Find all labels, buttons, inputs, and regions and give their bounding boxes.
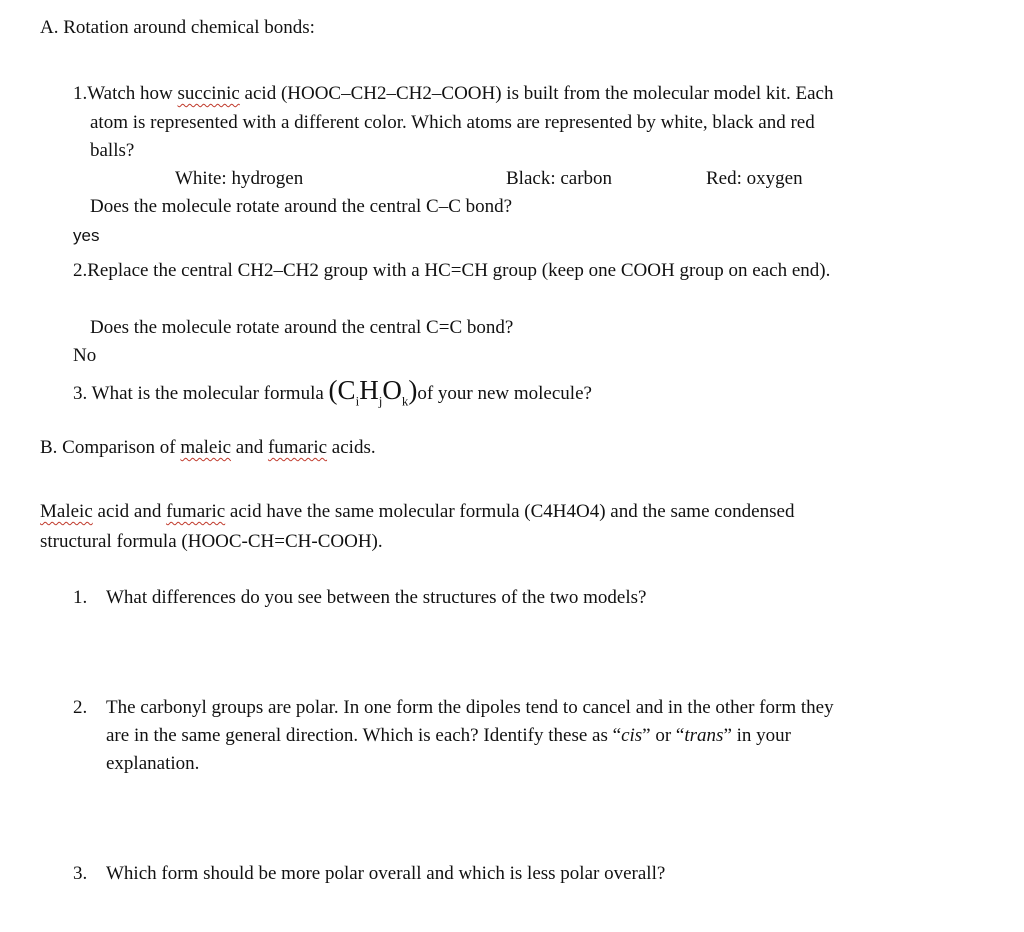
section-b-heading-mid: and [231, 437, 268, 458]
b-question-3 [73, 860, 665, 888]
q1-line1 [73, 80, 833, 108]
b-question-1 [73, 584, 646, 612]
intro-fumaric-word: fumaric [166, 501, 226, 522]
fumaric-word: fumaric [267, 437, 328, 458]
b-question-2-line2-post: ” in your [723, 725, 791, 746]
section-b-heading [40, 434, 376, 462]
formula-open: ( [328, 375, 338, 405]
formula-sub-k: k [401, 393, 409, 409]
b-question-3-num: 3. [73, 863, 88, 884]
q3-line [73, 376, 592, 408]
b-question-2-text1: The carbonyl groups are polar. In one form the dipoles tend to cancel and in the other form they [106, 697, 834, 718]
formula-sub-j: j [378, 393, 383, 409]
intro-line1 [40, 498, 794, 526]
formula-sub-i: i [355, 393, 360, 409]
b-question-2-line3: explanation. [106, 753, 200, 774]
q3-post: of your new molecule? [417, 383, 592, 404]
answer-white: White: hydrogen [175, 168, 304, 189]
formula-c: C [337, 375, 356, 405]
q3-pre: 3. What is the molecular formula [73, 383, 329, 404]
section-b-heading-pre: B. Comparison of [40, 437, 181, 458]
q1-rotate-answer: yes [73, 226, 100, 245]
q1-line1-post: acid (HOOC–CH2–CH2–COOH) is built from the molecular model kit. Each [239, 83, 834, 104]
b-question-2-num: 2. [73, 697, 88, 718]
q1-rotate-question: Does the molecule rotate around the central C–C bond? [90, 196, 513, 217]
maleic-word: maleic [180, 437, 232, 458]
b-question-2-line2-pre: are in the same general direction. Which is each? Identify these as “ [106, 725, 622, 746]
formula [328, 375, 418, 409]
b-question-2-line2-mid: ” or “ [642, 725, 685, 746]
section-b-heading-post: acids. [327, 437, 376, 458]
b-question-1-num: 1. [73, 587, 88, 608]
q1-line2: atom is represented with a different color. Which atoms are represented by white, black and red [90, 112, 815, 133]
trans-word: trans [684, 725, 724, 746]
cis-word: cis [621, 725, 643, 746]
intro-maleic-word: Maleic [40, 501, 93, 522]
q1-line1-pre: 1.Watch how [73, 83, 178, 104]
formula-h: H [359, 375, 379, 405]
q2-text: 2.Replace the central CH2–CH2 group with a HC=CH group (keep one COOH group on each end). [73, 260, 831, 281]
b-question-1-text: What differences do you see between the structures of the two models? [106, 587, 647, 608]
intro-mid: acid and [92, 501, 167, 522]
succinic-word: succinic [177, 83, 240, 104]
formula-o: O [382, 375, 402, 405]
intro-rest: acid have the same molecular formula (C4H4O4) and the same condensed [225, 501, 795, 522]
q1-line3: balls? [90, 140, 135, 161]
b-question-3-text: Which form should be more polar overall and which is less polar overall? [106, 863, 666, 884]
answer-black: Black: carbon [506, 168, 613, 189]
q2-rotate-answer: No [73, 345, 97, 366]
section-a-heading: A. Rotation around chemical bonds: [40, 17, 315, 38]
b-question-2-line2 [106, 722, 791, 750]
intro-line2: structural formula (HOOC-CH=CH-COOH). [40, 531, 383, 552]
b-question-2-line1 [73, 694, 834, 722]
formula-close: ) [408, 375, 418, 405]
q2-rotate-question: Does the molecule rotate around the central C=C bond? [90, 317, 514, 338]
answer-red: Red: oxygen [706, 168, 803, 189]
